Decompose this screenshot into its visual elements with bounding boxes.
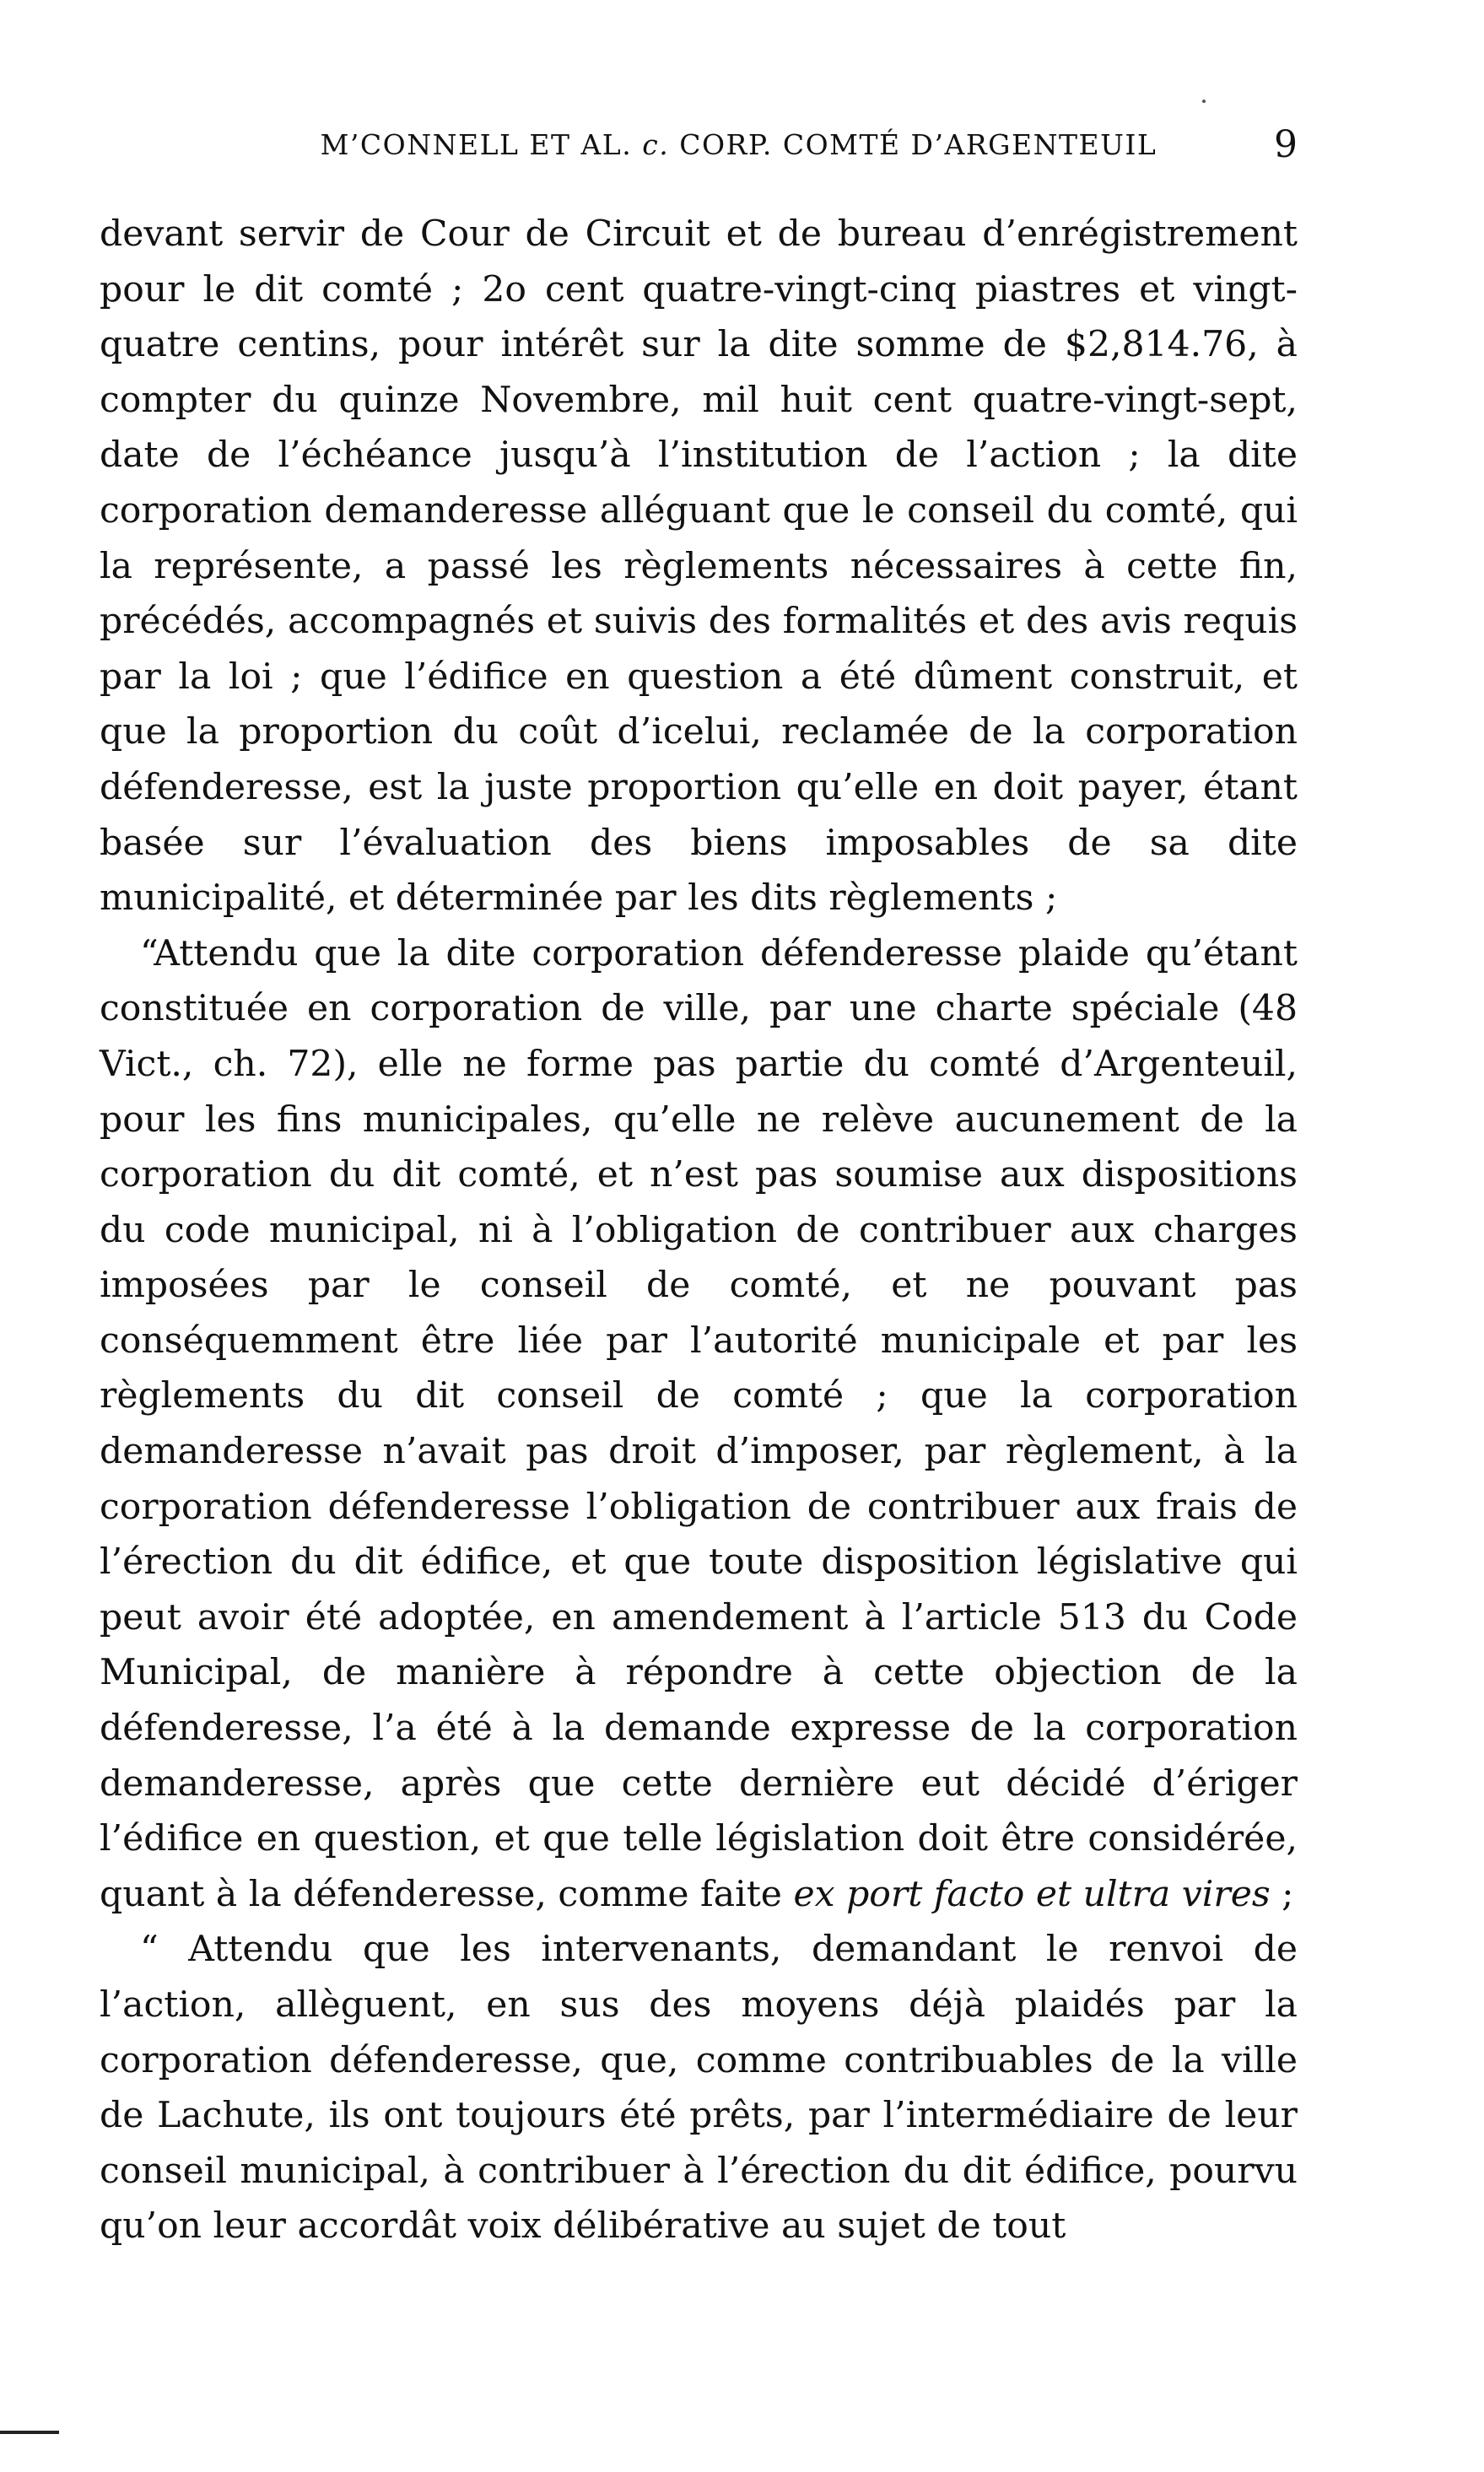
running-head-parties: M’CONNELL ET AL. — [320, 128, 633, 161]
paragraph-1: devant servir de Cour de Circuit et de bureau d’enrégistrement pour le dit comté ; 2o cent quatre-vingt-cinq piastres et vingt-quatre centins, pour intérêt sur la dite somme de $2,814.76, à compter du quinze Novembre, mil huit cent quatre-vingt-sept, date de l’échéance jusqu’à l’institution de l’action ; la dite corporation demanderesse alléguant que le conseil du comté, qui la représente, a passé les règlements nécessaires à cette fin, précédés, accompagnés et suivis des formalités et des avis requis par la loi ; que l’édifice en question a été dûment construit, et que la proportion du coût d’icelui, reclamée de la corporation défenderesse, est la juste proportion qu’elle en doit payer, étant basée sur l’évaluation des biens imposables de sa dite municipalité, et déterminée par les dits règlements ; — [100, 213, 1298, 920]
paragraph-2-text: “Attendu que la dite corporation défenderesse plaide qu’étant constituée en corporation de ville, par une charte spéciale (48 Vict., ch. 72), elle ne forme pas partie du comté d’Argenteuil, pour les fins municipales, qu’elle ne relève aucunement de la corporation du dit comté, et n’est pas soumise aux dispositions du code municipal, ni à l’obligation de contribuer aux charges imposées par le conseil de comté, et ne pouvant pas conséquemment être liée par l’autorité municipale et par les règlements du dit conseil de comté ; que la corporation demanderesse n’avait pas droit d’imposer, par règlement, à la corporation défenderesse l’obligation de contribuer aux frais de l’érection du dit édifice, et que toute disposition législative qui peut avoir été adoptée, en amendement à l’article 513 du Code Municipal, de manière à répondre à cette objection de la défenderesse, l’a été à la demande expresse de la corporation demanderesse, après que cette dernière eut décidé d’ériger l’édifice en question, et que telle législation doit être considérée, quant à la défenderesse, comme faite — [100, 932, 1298, 1915]
running-head — [243, 128, 1234, 161]
page-edge-mark — [0, 2431, 59, 2434]
paragraph-3: “ Attendu que les intervenants, demandant le renvoi de l’action, allèguent, en sus des moyens déjà plaidés par la corporation défenderesse, que, comme contribuables de la ville de Lachute, ils ont toujours été prêts, par l’intermédiaire de leur conseil municipal, à contribuer à l’érection du dit édifice, pourvu qu’on leur accordât voix délibérative au sujet de tout — [100, 1929, 1298, 2248]
running-head-defendant: CORP. COMTÉ D’ARGENTEUIL — [679, 128, 1158, 161]
paragraph-2 — [100, 926, 1298, 1923]
scan-speck — [1202, 100, 1206, 103]
page-number: 9 — [1274, 123, 1298, 166]
running-head-versus: c. — [642, 128, 670, 161]
paragraph-2-end: ; — [1270, 1873, 1294, 1915]
page-header — [100, 123, 1298, 174]
latin-phrase: ex port facto et ultra vires — [793, 1873, 1271, 1915]
body-text — [100, 207, 1298, 2254]
